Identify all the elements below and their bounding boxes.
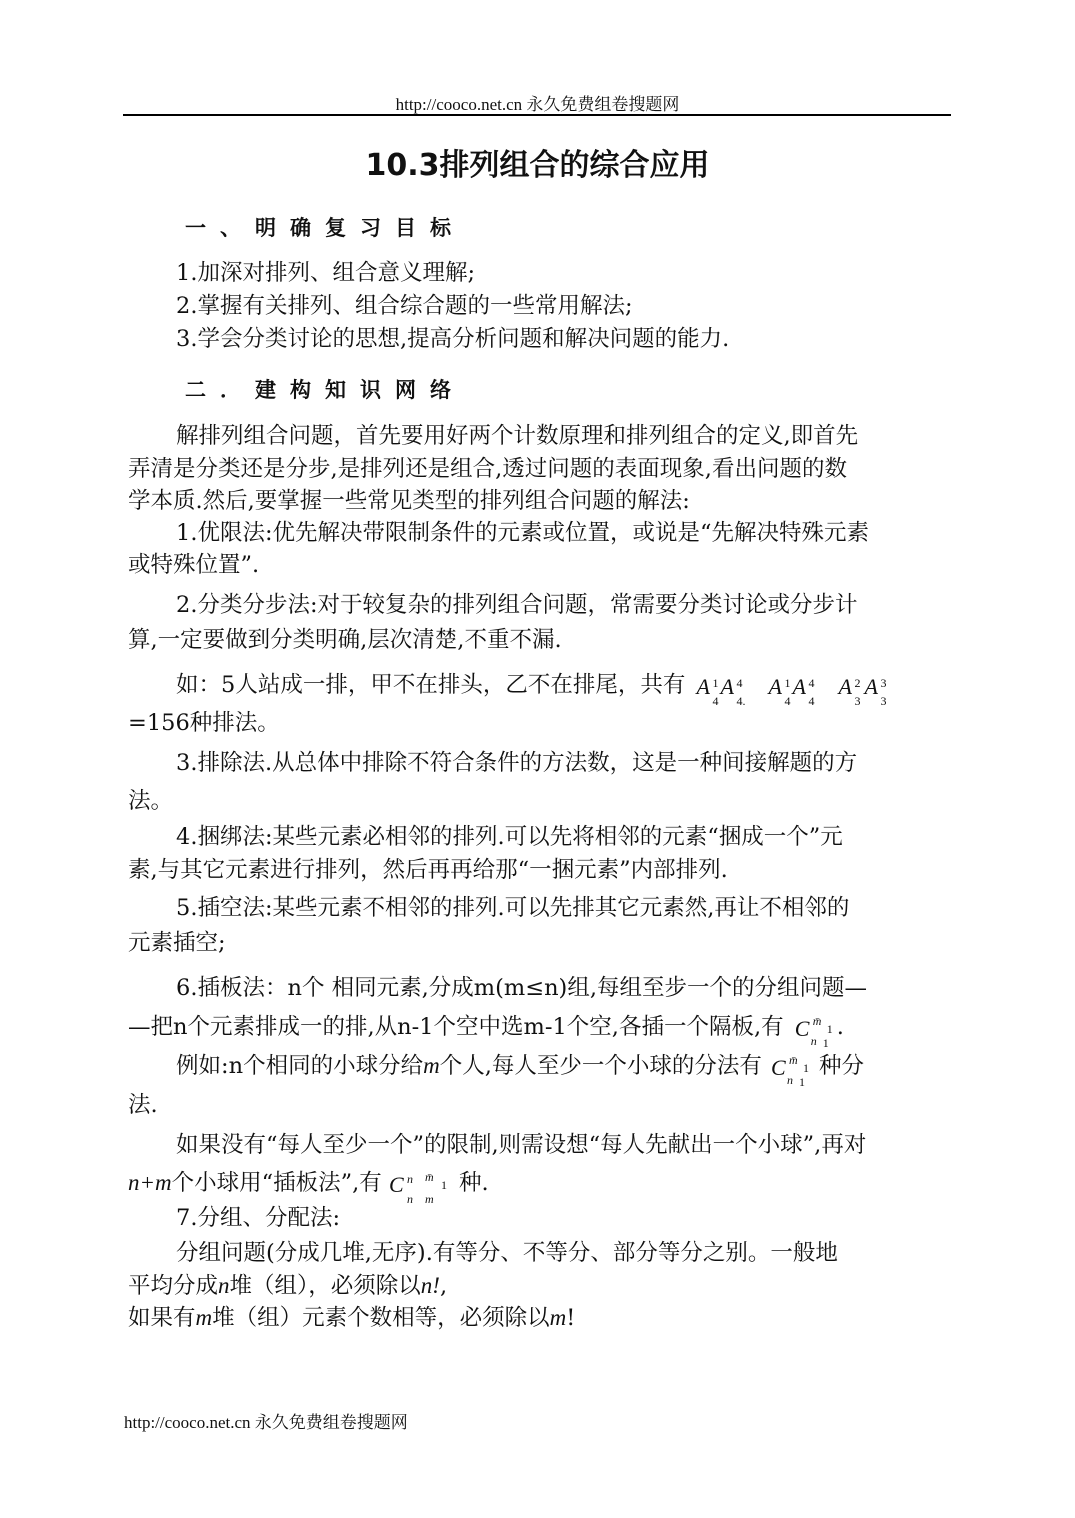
superscript: m̄ <box>812 1014 822 1028</box>
header-divider <box>123 114 951 116</box>
subscript: n <box>787 1073 794 1087</box>
superscript: 3 <box>880 676 887 690</box>
superscript: 1 <box>803 1061 810 1075</box>
method-7-line-3-prefix: 如果有 <box>128 1305 196 1331</box>
subscript: 4 <box>784 694 791 708</box>
superscript: m̄ <box>789 1053 798 1067</box>
page-title: 10.3排列组合的综合应用 <box>365 148 710 183</box>
section-heading-goals: 一、明确复习目标 <box>185 216 465 240</box>
method-5-line-1: 5.插空法:某些元素不相邻的排列.可以先排其它元素然,再让不相邻的 <box>176 895 850 921</box>
method-7-line-3-end: ! <box>566 1305 576 1331</box>
symbol-C: C <box>794 1016 810 1041</box>
method-6-line-2 <box>128 1012 948 1050</box>
example-3-line-2 <box>128 1168 948 1206</box>
method-7-line-3 <box>128 1303 948 1333</box>
section-heading-knowledge: 二．建构知识网络 <box>185 378 465 402</box>
subscript: 4 <box>712 694 719 708</box>
subscript: n <box>810 1034 817 1048</box>
symbol-A: A <box>864 674 878 699</box>
variable-m: m <box>195 1305 213 1330</box>
variable-m: m <box>549 1305 567 1330</box>
subscript: 1 <box>799 1075 806 1089</box>
example-2-line-2: 法. <box>128 1092 158 1118</box>
subscript: 3 <box>854 694 861 708</box>
method-6-line-1: 6.插板法：n个 相同元素,分成m(m≤n)组,每组至步一个的分组问题— <box>176 975 867 1001</box>
superscript: 4 <box>736 676 743 690</box>
method-7-line-1: 分组问题(分成几堆,无序).有等分、不等分、部分等分之别。一般地 <box>176 1240 838 1266</box>
combination-formula <box>769 1051 819 1089</box>
combination-formula <box>388 1168 459 1206</box>
subscript: 4 <box>808 694 815 708</box>
method-7-heading: 7.分组、分配法: <box>176 1205 341 1231</box>
example-2-prefix: 例如:n个相同的小球分给 <box>176 1053 424 1079</box>
method-1-line-2: 或特殊位置”. <box>128 552 260 578</box>
superscript: 1 <box>712 676 719 690</box>
method-7-line-2-mid: 堆（组），必须除以 <box>229 1273 421 1299</box>
method-3-line-1: 3.排除法.从总体中排除不符合条件的方法数，这是一种间接解题的方 <box>176 750 858 776</box>
symbol-A: A <box>792 674 806 699</box>
example-3-line-1: 如果没有“每人至少一个”的限制,则需设想“每人先献出一个小球”,再对 <box>176 1132 867 1158</box>
method-2-line-1: 2.分类分步法:对于较复杂的排列组合问题，常需要分类讨论或分步计 <box>176 592 858 618</box>
example-2-mid: 个人,每人至少一个小球的分法有 <box>439 1053 762 1079</box>
goal-item-1: 1.加深对排列、组合意义理解; <box>176 260 476 286</box>
goal-item-2: 2.掌握有关排列、组合综合题的一些常用解法; <box>176 293 633 319</box>
example-formula <box>692 670 892 708</box>
goal-item-3: 3.学会分类讨论的思想,提高分析问题和解决问题的能力. <box>176 326 730 352</box>
symbol-A: A <box>838 674 852 699</box>
symbol-C: C <box>388 1172 404 1197</box>
superscript: m̄ <box>424 1170 434 1184</box>
example-result: =156种排法。 <box>128 710 280 736</box>
page-header: http://cooco.net.cn 永久免费组卷搜题网 <box>395 95 680 114</box>
symbol-A: A <box>720 674 734 699</box>
subscript: 1 <box>822 1036 829 1050</box>
method-7-line-2-prefix: 平均分成 <box>128 1273 219 1299</box>
subscript: m <box>424 1192 434 1206</box>
example-3-suffix: 种. <box>458 1170 489 1196</box>
intro-line-3: 学本质.然后,要掌握一些常见类型的排列组合问题的解法: <box>128 488 690 514</box>
variable-n: n <box>218 1273 230 1298</box>
combination-formula <box>791 1012 837 1050</box>
example-line-1 <box>176 670 948 708</box>
method-5-line-2: 元素插空; <box>128 930 226 956</box>
superscript: n <box>406 1172 413 1186</box>
example-2-line-1 <box>176 1051 948 1089</box>
superscript: 1 <box>784 676 791 690</box>
symbol-C: C <box>771 1055 786 1080</box>
method-7-line-3-mid: 堆（组）元素个数相等，必须除以 <box>212 1305 550 1331</box>
method-7-line-2-end: , <box>439 1273 448 1299</box>
example-2-suffix: 种分 <box>819 1053 865 1079</box>
expression-n-plus-m: n+m <box>128 1170 172 1195</box>
method-6-text: —把n个元素排成一的排,从n-1个空中选m-1个空,各插一个隔板,有 <box>128 1014 784 1040</box>
page-footer: http://cooco.net.cn 永久免费组卷搜题网 <box>124 1413 408 1432</box>
method-4-line-1: 4.捆绑法:某些元素必相邻的排列.可以先将相邻的元素“捆成一个”元 <box>176 824 843 850</box>
example-3-mid: 个小球用“插板法”,有 <box>171 1170 382 1196</box>
symbol-A: A <box>768 674 782 699</box>
example-text: 如：5人站成一排，甲不在排头，乙不在排尾，共有 <box>176 672 686 698</box>
method-4-line-2: 素,与其它元素进行排列，然后再再给那“一捆元素”内部排列. <box>128 857 728 883</box>
intro-line-2: 弄清是分类还是分步,是排列还是组合,透过问题的表面现象,看出问题的数 <box>128 456 847 482</box>
method-1-line-1: 1.优限法:优先解决带限制条件的元素或位置，或说是“先解决特殊元素 <box>176 520 870 546</box>
n-factorial: n! <box>420 1273 440 1298</box>
superscript: 4 <box>808 676 815 690</box>
method-6-end: . <box>836 1014 844 1040</box>
method-7-line-2 <box>128 1271 948 1301</box>
subscript: n <box>406 1192 413 1206</box>
superscript: 1 <box>826 1022 833 1036</box>
symbol-A: A <box>696 674 710 699</box>
variable-m: m <box>423 1053 440 1078</box>
superscript: 2 <box>854 676 861 690</box>
subscript: 4. <box>736 694 746 708</box>
superscript: 1 <box>440 1178 447 1192</box>
subscript: 3 <box>880 694 887 708</box>
method-3-line-2: 法。 <box>128 788 174 814</box>
method-2-line-2: 算,一定要做到分类明确,层次清楚,不重不漏. <box>128 627 562 653</box>
intro-line-1: 解排列组合问题，首先要用好两个计数原理和排列组合的定义,即首先 <box>176 423 859 449</box>
